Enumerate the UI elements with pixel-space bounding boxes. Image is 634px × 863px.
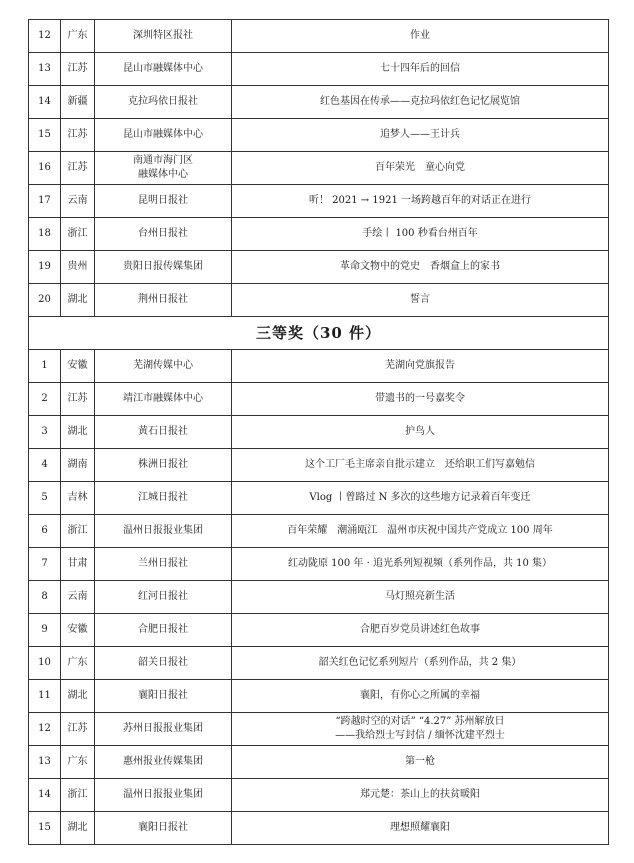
work-title-cell: 合肥百岁党员讲述红色故事 bbox=[232, 614, 609, 647]
row-number-cell: 15 bbox=[29, 812, 61, 845]
table-row bbox=[29, 746, 609, 779]
work-title-cell: 马灯照亮新生活 bbox=[232, 581, 609, 614]
province-cell: 湖南 bbox=[61, 449, 95, 482]
province-cell: 贵州 bbox=[61, 251, 95, 284]
row-number-cell: 14 bbox=[29, 86, 61, 119]
work-title-cell: 郑元楚：茶山上的扶贫暖阳 bbox=[232, 779, 609, 812]
table-row bbox=[29, 350, 609, 383]
work-title-cell: 听！ 2021 → 1921 一场跨越百年的对话正在进行 bbox=[232, 185, 609, 218]
organization-cell: 深圳特区报社 bbox=[95, 20, 232, 53]
organization-cell: 黄石日报社 bbox=[95, 416, 232, 449]
table-row bbox=[29, 779, 609, 812]
organization-cell: 昆山市融媒体中心 bbox=[95, 119, 232, 152]
table-row bbox=[29, 251, 609, 284]
province-cell: 江苏 bbox=[61, 383, 95, 416]
organization-cell: 红河日报社 bbox=[95, 581, 232, 614]
table-row bbox=[29, 581, 609, 614]
work-title-cell: 百年荣光 童心向党 bbox=[232, 152, 609, 185]
section-title: 三等奖（30 件） bbox=[29, 317, 609, 350]
table-row bbox=[29, 812, 609, 845]
organization-cell: 昆山市融媒体中心 bbox=[95, 53, 232, 86]
table-row bbox=[29, 614, 609, 647]
row-number-cell: 6 bbox=[29, 515, 61, 548]
province-cell: 浙江 bbox=[61, 218, 95, 251]
province-cell: 湖北 bbox=[61, 680, 95, 713]
table-row bbox=[29, 152, 609, 185]
province-cell: 安徽 bbox=[61, 350, 95, 383]
work-title-cell: 第一枪 bbox=[232, 746, 609, 779]
work-title-cell: 誓言 bbox=[232, 284, 609, 317]
work-title-cell: 红动陇原 100 年 · 追光系列短视频（系列作品，共 10 集） bbox=[232, 548, 609, 581]
province-cell: 湖北 bbox=[61, 416, 95, 449]
row-number-cell: 16 bbox=[29, 152, 61, 185]
row-number-cell: 18 bbox=[29, 218, 61, 251]
province-cell: 广东 bbox=[61, 746, 95, 779]
work-title-cell: 作业 bbox=[232, 20, 609, 53]
row-number-cell: 14 bbox=[29, 779, 61, 812]
table-row bbox=[29, 713, 609, 746]
row-number-cell: 3 bbox=[29, 416, 61, 449]
province-cell: 云南 bbox=[61, 185, 95, 218]
row-number-cell: 7 bbox=[29, 548, 61, 581]
table-row bbox=[29, 383, 609, 416]
row-number-cell: 20 bbox=[29, 284, 61, 317]
province-cell: 湖北 bbox=[61, 812, 95, 845]
table-row bbox=[29, 20, 609, 53]
work-title-cell: 追梦人——王计兵 bbox=[232, 119, 609, 152]
province-cell: 甘肃 bbox=[61, 548, 95, 581]
organization-cell: 南通市海门区 融媒体中心 bbox=[95, 152, 232, 185]
row-number-cell: 4 bbox=[29, 449, 61, 482]
organization-cell: 韶关日报社 bbox=[95, 647, 232, 680]
table-row bbox=[29, 185, 609, 218]
row-number-cell: 5 bbox=[29, 482, 61, 515]
work-title-cell: “跨越时空的对话” “4.27” 苏州解放日 ——我给烈士写封信 / 缅怀沈建平烈士 bbox=[232, 713, 609, 746]
organization-cell: 襄阳日报社 bbox=[95, 812, 232, 845]
organization-cell: 芜湖传媒中心 bbox=[95, 350, 232, 383]
work-title-cell: 护鸟人 bbox=[232, 416, 609, 449]
organization-cell: 克拉玛依日报社 bbox=[95, 86, 232, 119]
work-title-cell: 手绘丨 100 秒看台州百年 bbox=[232, 218, 609, 251]
table-row bbox=[29, 548, 609, 581]
province-cell: 云南 bbox=[61, 581, 95, 614]
awards-table bbox=[28, 19, 609, 845]
province-cell: 江苏 bbox=[61, 119, 95, 152]
row-number-cell: 19 bbox=[29, 251, 61, 284]
table-row bbox=[29, 680, 609, 713]
organization-cell: 靖江市融媒体中心 bbox=[95, 383, 232, 416]
row-number-cell: 13 bbox=[29, 746, 61, 779]
table-row bbox=[29, 416, 609, 449]
work-title-cell: 理想照耀襄阳 bbox=[232, 812, 609, 845]
row-number-cell: 15 bbox=[29, 119, 61, 152]
work-title-cell: 襄阳，有你心之所属的幸福 bbox=[232, 680, 609, 713]
table-row bbox=[29, 53, 609, 86]
awards-table-body bbox=[29, 20, 609, 845]
row-number-cell: 9 bbox=[29, 614, 61, 647]
work-title-cell: 带遗书的一号嘉奖令 bbox=[232, 383, 609, 416]
table-row bbox=[29, 482, 609, 515]
organization-cell: 合肥日报社 bbox=[95, 614, 232, 647]
table-row bbox=[29, 86, 609, 119]
work-title-cell: 革命文物中的党史 香烟盒上的家书 bbox=[232, 251, 609, 284]
table-row bbox=[29, 119, 609, 152]
row-number-cell: 11 bbox=[29, 680, 61, 713]
section-header-row bbox=[29, 317, 609, 350]
organization-cell: 温州日报报业集团 bbox=[95, 515, 232, 548]
table-row bbox=[29, 218, 609, 251]
row-number-cell: 8 bbox=[29, 581, 61, 614]
province-cell: 广东 bbox=[61, 20, 95, 53]
organization-cell: 兰州日报社 bbox=[95, 548, 232, 581]
work-title-cell: 七十四年后的回信 bbox=[232, 53, 609, 86]
organization-cell: 株洲日报社 bbox=[95, 449, 232, 482]
province-cell: 江苏 bbox=[61, 152, 95, 185]
organization-cell: 昆明日报社 bbox=[95, 185, 232, 218]
row-number-cell: 12 bbox=[29, 713, 61, 746]
work-title-cell: 韶关红色记忆系列短片（系列作品，共 2 集） bbox=[232, 647, 609, 680]
province-cell: 吉林 bbox=[61, 482, 95, 515]
row-number-cell: 17 bbox=[29, 185, 61, 218]
organization-cell: 台州日报社 bbox=[95, 218, 232, 251]
province-cell: 新疆 bbox=[61, 86, 95, 119]
table-row bbox=[29, 449, 609, 482]
work-title-cell: Vlog 丨曾路过 N 多次的这些地方记录着百年变迁 bbox=[232, 482, 609, 515]
organization-cell: 贵阳日报传媒集团 bbox=[95, 251, 232, 284]
table-row bbox=[29, 284, 609, 317]
organization-cell: 江城日报社 bbox=[95, 482, 232, 515]
awards-table-container bbox=[28, 19, 608, 845]
table-row bbox=[29, 515, 609, 548]
row-number-cell: 12 bbox=[29, 20, 61, 53]
row-number-cell: 10 bbox=[29, 647, 61, 680]
organization-cell: 温州日报报业集团 bbox=[95, 779, 232, 812]
table-row bbox=[29, 647, 609, 680]
work-title-cell: 这个工厂毛主席亲自批示建立 还给职工们写嘉勉信 bbox=[232, 449, 609, 482]
province-cell: 湖北 bbox=[61, 284, 95, 317]
row-number-cell: 1 bbox=[29, 350, 61, 383]
organization-cell: 襄阳日报社 bbox=[95, 680, 232, 713]
work-title-cell: 红色基因在传承——克拉玛依红色记忆展览馆 bbox=[232, 86, 609, 119]
organization-cell: 苏州日报报业集团 bbox=[95, 713, 232, 746]
organization-cell: 荆州日报社 bbox=[95, 284, 232, 317]
row-number-cell: 2 bbox=[29, 383, 61, 416]
province-cell: 江苏 bbox=[61, 53, 95, 86]
row-number-cell: 13 bbox=[29, 53, 61, 86]
work-title-cell: 百年荣耀 潮涌瓯江 温州市庆祝中国共产党成立 100 周年 bbox=[232, 515, 609, 548]
organization-cell: 惠州报业传媒集团 bbox=[95, 746, 232, 779]
province-cell: 安徽 bbox=[61, 614, 95, 647]
province-cell: 浙江 bbox=[61, 779, 95, 812]
province-cell: 浙江 bbox=[61, 515, 95, 548]
work-title-cell: 芜湖向党旗报告 bbox=[232, 350, 609, 383]
province-cell: 江苏 bbox=[61, 713, 95, 746]
province-cell: 广东 bbox=[61, 647, 95, 680]
